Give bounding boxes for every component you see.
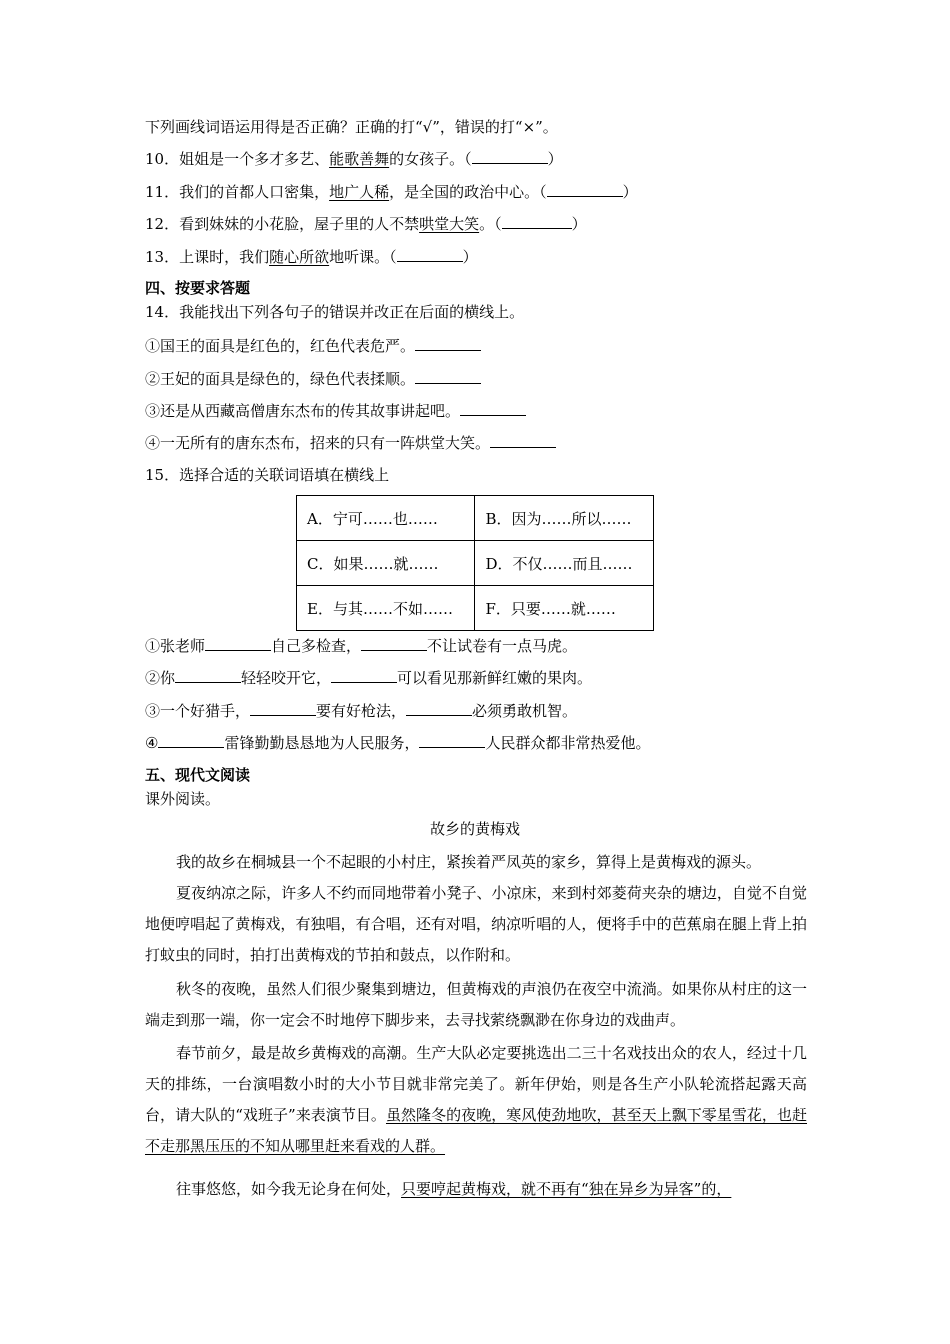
answer-blank[interactable] bbox=[331, 668, 397, 683]
q14-item-1: ①国王的面具是红色的，红色代表危严。 bbox=[145, 336, 481, 356]
section5-heading: 五、现代文阅读 bbox=[145, 766, 251, 784]
q15-item-4: ④ 雷锋勤勤恳恳地为人民服务， 人民群众都非常热爱他。 bbox=[145, 734, 651, 752]
option-d: D．不仅……而且…… bbox=[475, 541, 654, 586]
answer-blank[interactable] bbox=[502, 214, 572, 229]
option-e: E．与其……不如…… bbox=[297, 586, 475, 631]
passage-title: 故乡的黄梅戏 bbox=[429, 820, 520, 838]
q14-item-3: ③还是从西藏高僧唐东杰布的传其故事讲起吧。 bbox=[145, 401, 526, 421]
q15-item-2: ②你 轻轻咬开它， 可以看见那新鲜红嫩的果肉。 bbox=[145, 669, 593, 687]
question-14: 14．我能找出下列各句子的错误并改正在后面的横线上。 bbox=[145, 303, 525, 321]
section5-subheading: 课外阅读。 bbox=[145, 790, 221, 808]
passage-paragraph-4: 春节前夕，最是故乡黄梅戏的高潮。生产大队必定要挑选出二三十名戏技出众的农人，经过十几天的排练，一台演唱数小时的大小节目就非常完美了。新年伊始，则是各生产小队轮流搭起露天高台，请大队的“戏班子”来表演节目。虽然隆冬的夜晚，寒风使劲地吹，甚至天上飘下零星雪花，也赶不走那黑压压的不知从哪里赶来看戏的人群。 bbox=[145, 1044, 807, 1155]
underlined-phrase: 能歌善舞 bbox=[329, 150, 390, 168]
answer-blank[interactable] bbox=[472, 149, 548, 164]
option-b: B．因为……所以…… bbox=[475, 496, 654, 541]
answer-blank[interactable] bbox=[158, 733, 224, 748]
question-11: 11．我们的首都人口密集，地广人稀，是全国的政治中心。（ ） bbox=[145, 183, 638, 201]
q14-item-2: ②王妃的面具是绿色的，绿色代表揉顺。 bbox=[145, 369, 481, 389]
answer-blank[interactable] bbox=[415, 336, 481, 351]
answer-blank[interactable] bbox=[205, 636, 271, 651]
question-10: 10．姐姐是一个多才多艺、能歌善舞的女孩子。（ ） bbox=[145, 150, 563, 168]
q14-item-4: ④一无所有的唐东杰布，招来的只有一阵烘堂大笑。 bbox=[145, 433, 556, 453]
q15-item-1: ①张老师 自己多检查， 不让试卷有一点马虎。 bbox=[145, 637, 578, 655]
underlined-sentence: 虽然隆冬的夜晚，寒风使劲地吹，甚至天上飘下零星雪花，也赶不走那黑压压的不知从哪里赶来看戏的人群。 bbox=[145, 1106, 807, 1155]
underlined-sentence: 只要哼起黄梅戏，就不再有“独在异乡为异客”的， bbox=[401, 1180, 732, 1198]
section3-instruction: 下列画线词语运用得是否正确？正确的打“√”，错误的打“×”。 bbox=[145, 118, 558, 136]
option-f: F．只要……就…… bbox=[475, 586, 654, 631]
section4-heading: 四、按要求答题 bbox=[145, 279, 251, 297]
passage-paragraph-3: 秋冬的夜晚，虽然人们很少聚集到塘边，但黄梅戏的声浪仍在夜空中流淌。如果你从村庄的这一端走到那一端，你一定会不时地停下脚步来，去寻找萦绕飘渺在你身边的戏曲声。 bbox=[145, 980, 807, 1029]
passage-paragraph-5: 往事悠悠，如今我无论身在何处，只要哼起黄梅戏，就不再有“独在异乡为异客”的， bbox=[176, 1180, 732, 1198]
answer-blank[interactable] bbox=[415, 369, 481, 384]
answer-blank[interactable] bbox=[361, 636, 427, 651]
q15-item-3: ③一个好猎手， 要有好枪法， 必须勇敢机智。 bbox=[145, 702, 578, 720]
answer-blank[interactable] bbox=[490, 433, 556, 448]
answer-blank[interactable] bbox=[250, 701, 316, 716]
answer-blank[interactable] bbox=[175, 668, 241, 683]
underlined-phrase: 地广人稀 bbox=[329, 183, 390, 201]
passage-paragraph-1: 我的故乡在桐城县一个不起眼的小村庄，紧挨着严凤英的家乡，算得上是黄梅戏的源头。 bbox=[176, 853, 762, 871]
question-15: 15．选择合适的关联词语填在横线上 bbox=[145, 466, 390, 484]
option-c: C．如果……就…… bbox=[297, 541, 475, 586]
answer-blank[interactable] bbox=[547, 182, 623, 197]
underlined-phrase: 哄堂大笑 bbox=[419, 215, 480, 233]
question-12: 12．看到妹妹的小花脸，屋子里的人不禁哄堂大笑。（ ） bbox=[145, 215, 587, 233]
answer-blank[interactable] bbox=[419, 733, 485, 748]
underlined-phrase: 随心所欲 bbox=[269, 248, 330, 266]
answer-blank[interactable] bbox=[397, 247, 463, 262]
answer-blank[interactable] bbox=[406, 701, 472, 716]
passage-paragraph-2: 夏夜纳凉之际，许多人不约而同地带着小凳子、小凉床，来到村郊菱荷夹杂的塘边，自觉不自觉地便哼唱起了黄梅戏，有独唱，有合唱，还有对唱，纳凉听唱的人，便将手中的芭蕉扇在腿上背上拍打蚊虫的同时，拍打出黄梅戏的节拍和鼓点，以作附和。 bbox=[145, 884, 807, 964]
conjunction-options-table bbox=[296, 495, 654, 631]
question-13: 13．上课时，我们随心所欲地听课。（ ） bbox=[145, 248, 478, 266]
answer-blank[interactable] bbox=[460, 401, 526, 416]
option-a: A．宁可……也…… bbox=[297, 496, 475, 541]
